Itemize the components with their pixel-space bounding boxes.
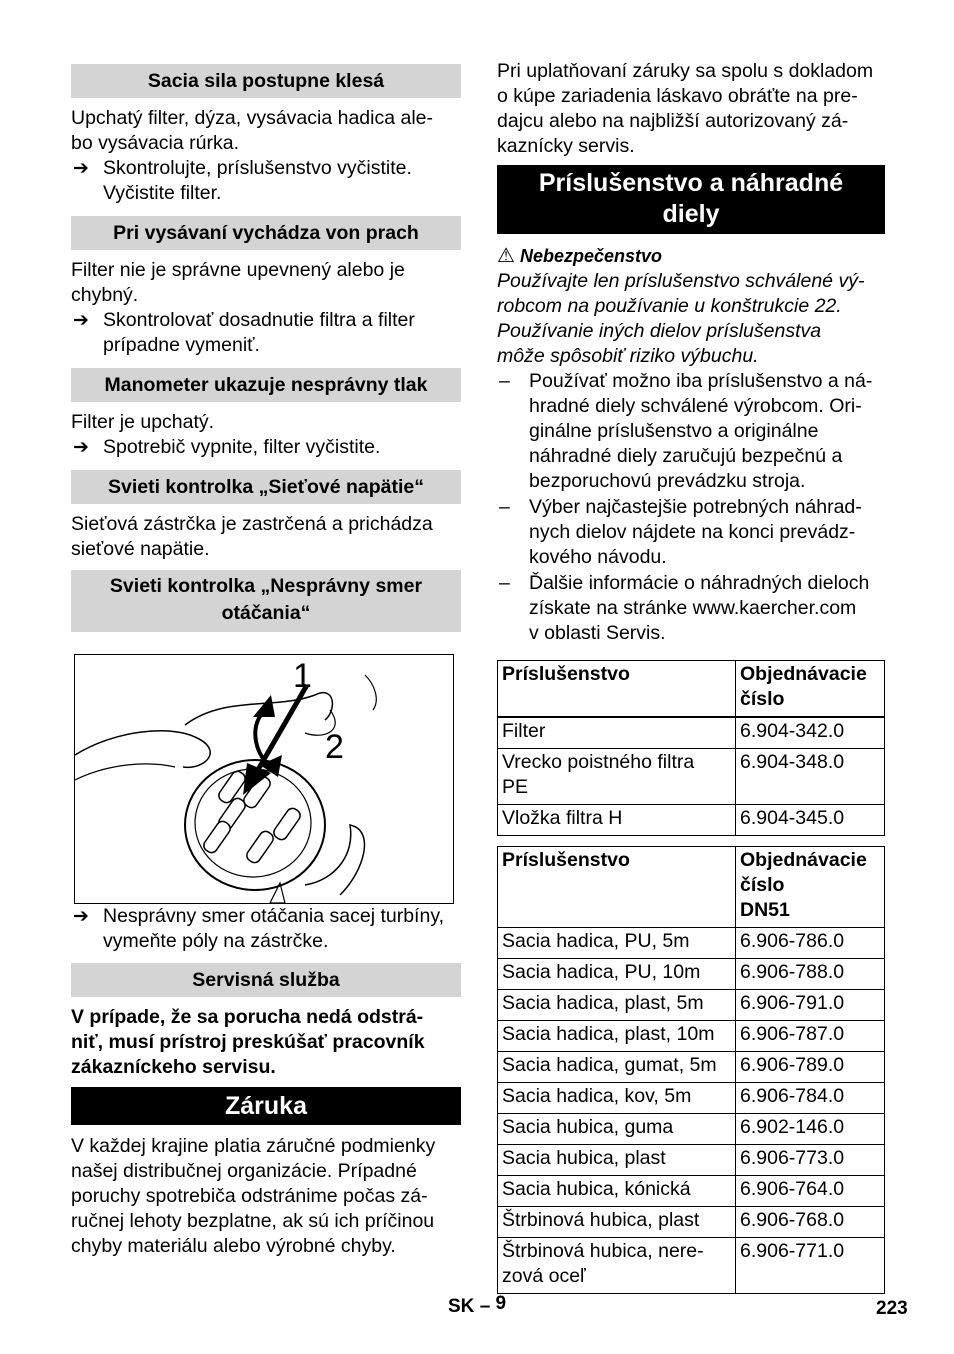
table-cell: Filter (498, 718, 736, 749)
table-cell: 6.906-784.0 (736, 1083, 885, 1114)
dash-bullet: – (499, 572, 510, 594)
table-cell: Sacia hadica, gumat, 5m (498, 1052, 736, 1083)
table-row (498, 1052, 885, 1083)
intro-line: dajcu alebo na najbližší autorizovaný zá- (497, 110, 849, 132)
arrow-right-icon: ➔ (73, 437, 89, 458)
action-item: ➔ Skontrolujte, príslušenstvo vyčistite. Vyčistite filter. (73, 157, 412, 204)
body-line: sieťové napätie. (71, 538, 210, 560)
action-item: ➔ Skontrolovať dosadnutie filtra a filter prípadne vymeniť. (73, 309, 415, 356)
table-cell: 6.906-768.0 (736, 1207, 885, 1238)
table-cell: 6.906-787.0 (736, 1021, 885, 1052)
list-item: – Ďalšie informácie o náhradných dieloch získate na stránke www.kaercher.com v oblasti Servis. (499, 572, 870, 644)
table-cell: 6.902-146.0 (736, 1114, 885, 1145)
table-row (498, 1176, 885, 1207)
table-row (498, 928, 885, 959)
plug-drawing (75, 655, 454, 904)
body-line: Sieťová zástrčka je zastrčená a prichádza (71, 513, 433, 535)
table-header-cell: Príslušenstvo (498, 847, 736, 928)
table-cell: 6.906-764.0 (736, 1176, 885, 1207)
body-line: ručnej lehoty bezplatne, ak sú ich príčinou (71, 1210, 435, 1232)
table-cell: Sacia hubica, plast (498, 1145, 736, 1176)
action-item: ➔ Nesprávny smer otáčania sacej turbíny, vymeňte póly na zástrčke. (73, 905, 445, 952)
table-cell: Štrbinová hubica, nere- zová oceľ (498, 1238, 736, 1294)
table-row (498, 1114, 885, 1145)
accessories-table-1 (497, 660, 885, 836)
arrow-right-icon: ➔ (73, 158, 89, 179)
table-cell: 6.904-345.0 (736, 805, 885, 836)
table-row (498, 1083, 885, 1114)
bold-line: niť, musí prístroj preskúšať pracovník (71, 1031, 425, 1053)
table-cell: 6.906-789.0 (736, 1052, 885, 1083)
section-heading-service: Servisná služba (71, 963, 461, 997)
body-line: našej distribučnej organizácie. Prípadné (71, 1160, 417, 1182)
body-line: Filter je upchatý. (71, 411, 215, 433)
table-cell: Sacia hadica, kov, 5m (498, 1083, 736, 1114)
table-row (498, 1207, 885, 1238)
left-column (71, 64, 461, 1259)
section-heading-manometer: Manometer ukazuje nesprávny tlak (71, 368, 461, 402)
warning-triangle-icon: ⚠ (497, 245, 515, 267)
table-cell: Sacia hadica, plast, 10m (498, 1021, 736, 1052)
section-heading-dust: Pri vysávaní vychádza von prach (71, 216, 461, 250)
table-cell: Vrecko poistného filtra PE (498, 749, 736, 805)
page-number: 223 (876, 1298, 908, 1319)
table-row (498, 959, 885, 990)
body-line: Filter nie je správne upevnený alebo je (71, 259, 405, 281)
table-cell: 6.906-786.0 (736, 928, 885, 959)
body-line: poruchy spotrebiča odstránime počas zá- (71, 1185, 428, 1207)
table-row (498, 805, 885, 836)
section-heading-mains-light: Svieti kontrolka „Sieťové napätie“ (71, 470, 461, 504)
bold-line: V prípade, že sa porucha nedá odstrá- (71, 1006, 424, 1028)
plug-pole-illustration (74, 654, 454, 904)
intro-line: kaznícky servis. (497, 135, 635, 157)
table-row (498, 1021, 885, 1052)
accessories-heading: Príslušenstvo a náhradné diely (497, 165, 885, 234)
body-line: chyby materiálu alebo výrobné chyby. (71, 1235, 396, 1257)
table-cell: 6.906-788.0 (736, 959, 885, 990)
intro-line: Pri uplatňovaní záruky sa spolu s dokladom (497, 60, 874, 82)
table-header-cell: Príslušenstvo (498, 661, 736, 717)
intro-line: o kúpe zariadenia láskavo obráťte na pre- (497, 85, 858, 107)
body-line: Upchatý filter, dýza, vysávacia hadica ale- (71, 107, 434, 129)
danger-line: môže spôsobiť riziko výbuchu. (497, 345, 759, 367)
bold-line: zákazníckeho servisu. (71, 1056, 276, 1078)
table-cell: Sacia hadica, PU, 10m (498, 959, 736, 990)
accessories-table-2 (497, 846, 885, 1294)
body-line: V každej krajine platia záručné podmienky (71, 1135, 436, 1157)
table-cell: Sacia hadica, plast, 5m (498, 990, 736, 1021)
arrow-right-icon: ➔ (73, 310, 89, 331)
dash-bullet: – (499, 496, 510, 518)
body-line: bo vysávacia rúrka. (71, 132, 239, 154)
warranty-heading: Záruka (71, 1087, 461, 1125)
section-heading-suction: Sacia sila postupne klesá (71, 64, 461, 98)
table-cell: Vložka filtra H (498, 805, 736, 836)
list-item: – Výber najčastejšie potrebných náhrad- nych dielov nájdete na konci prevádz- kového návodu. (499, 496, 862, 568)
table-row (498, 990, 885, 1021)
danger-line: Používajte len príslušenstvo schválené vý- (497, 270, 865, 292)
section-heading-rotation-light: Svieti kontrolka „Nesprávny smer otáčania“ (71, 570, 461, 632)
table-row (498, 1145, 885, 1176)
arrow-right-icon: ➔ (73, 906, 89, 927)
list-item: – Používať možno iba príslušenstvo a ná- hradné diely schválené výrobcom. Ori- ginálne príslušenstvo a originálne náhradné diely zaručujú bezpečnú a bezporuchovú prevádzku stroja. (499, 370, 873, 492)
action-item: ➔ Spotrebič vypnite, filter vyčistite. (73, 436, 381, 458)
table-header-row (498, 661, 885, 717)
page-footer-label: SK – 9 (448, 1293, 507, 1317)
figure-label-1: 1 (293, 657, 312, 695)
table-cell: 6.906-773.0 (736, 1145, 885, 1176)
danger-line: Používanie iných dielov príslušenstva (497, 320, 822, 342)
table-cell: 6.904-348.0 (736, 749, 885, 805)
figure-label-2: 2 (325, 728, 344, 766)
table-cell: Sacia hubica, guma (498, 1114, 736, 1145)
table-header-row (498, 847, 885, 928)
table-cell: 6.904-342.0 (736, 718, 885, 749)
table-row (498, 718, 885, 749)
table-cell: Štrbinová hubica, plast (498, 1207, 736, 1238)
table-cell: 6.906-771.0 (736, 1238, 885, 1294)
table-row (498, 749, 885, 805)
table-header-cell: Objednávacie číslo (736, 661, 885, 717)
right-column (497, 59, 885, 1294)
table-header-cell: Objednávacie číslo DN51 (736, 847, 885, 928)
danger-line: robcom na používanie u konštrukcie 22. (497, 295, 842, 317)
table-row (498, 1238, 885, 1294)
table-cell: Sacia hubica, kónická (498, 1176, 736, 1207)
dash-bullet: – (499, 370, 510, 392)
body-line: chybný. (71, 284, 139, 306)
danger-label: ⚠ Nebezpečenstvo (497, 245, 663, 267)
table-cell: 6.906-791.0 (736, 990, 885, 1021)
table-cell: Sacia hadica, PU, 5m (498, 928, 736, 959)
